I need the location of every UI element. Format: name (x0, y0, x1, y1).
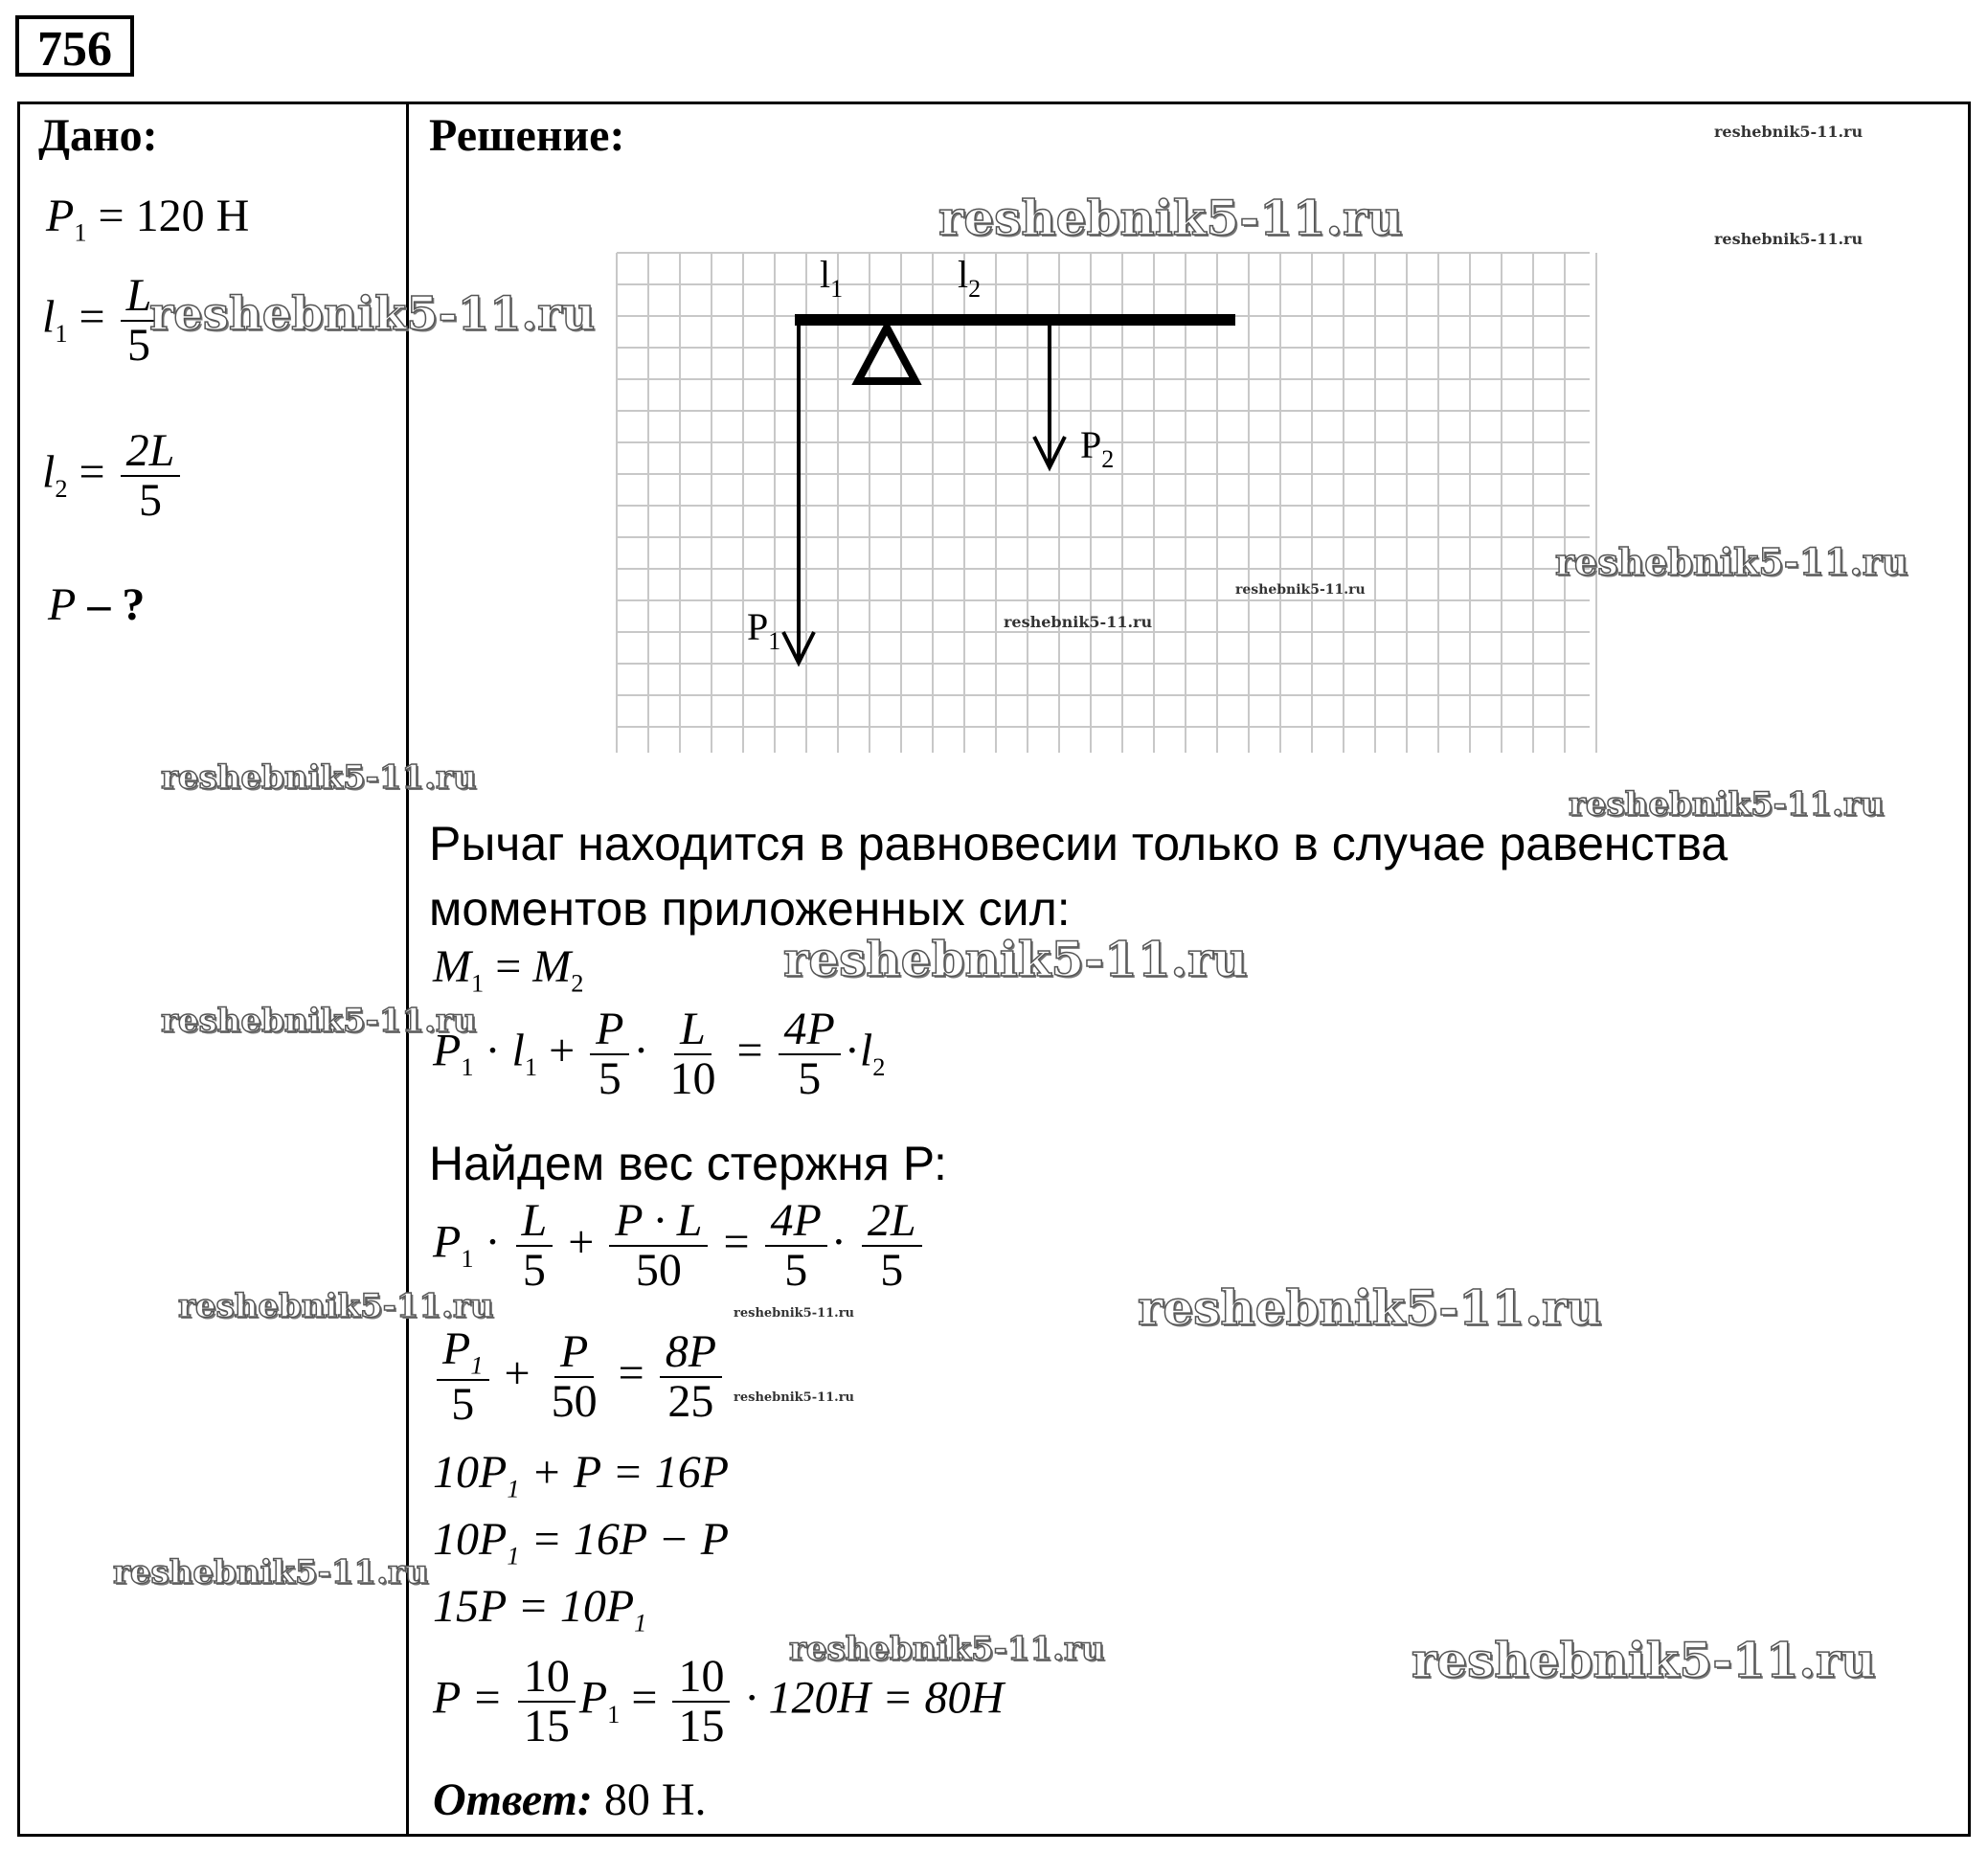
watermark: reshebnik5-11.ru (1412, 1632, 1876, 1688)
label-p2: $P_2$ (1080, 423, 1115, 473)
given-p1: $P_1 = 120$ Н (46, 191, 250, 247)
watermark-small: reshebnik5-11.ru (734, 1390, 855, 1405)
watermark-small: reshebnik5-11.ru (734, 1306, 855, 1321)
watermark: reshebnik5-11.ru (1555, 540, 1909, 583)
equation-moments: $M_1 = M_2$ (433, 941, 584, 998)
watermark: reshebnik5-11.ru (178, 1287, 494, 1325)
watermark: reshebnik5-11.ru (161, 758, 477, 797)
equation-7: P = $\frac{10}{15}$ $P_1$ = $\frac{10}{15}$ · 120H = 80H (433, 1651, 1005, 1752)
answer: Ответ: 80 Н. (433, 1774, 707, 1825)
watermark: reshebnik5-11.ru (113, 1553, 429, 1592)
fulcrum-icon (858, 328, 915, 381)
equation-2: $P_1$ · $\frac{L}{5}$ + $\frac{P \cdot L}{50}$ = $\frac{4P}{5}$ · $\frac{2L}{5}$ (433, 1197, 926, 1296)
equation-1: $P_1 \cdot l_1$ + $\frac{P}{5}$ · $\frac{L}{10}$ = $\frac{4P}{5}$ $\cdot l_2$ (433, 1004, 886, 1105)
equation-5: $10P_1 = 16P - P$ (433, 1514, 730, 1570)
watermark: reshebnik5-11.ru (783, 931, 1248, 987)
lever-diagram (613, 249, 1599, 785)
l2-fraction: $\frac{2L}{5}$ (121, 427, 181, 526)
l1-fraction: $\frac{L}{5}$ (121, 272, 158, 371)
solution-heading: Решение: (429, 110, 625, 161)
grid-lines (617, 253, 1596, 753)
label-p1: $P_1$ (747, 605, 781, 655)
solution-text-2: моментов приложенных сил: (429, 882, 1071, 936)
watermark: reshebnik5-11.ru (1569, 785, 1885, 824)
equation-4: $10P_1 + P = 16P$ (433, 1447, 730, 1503)
solution-text-1: Рычаг находится в равновесии только в случае равенства (429, 817, 1728, 870)
watermark: reshebnik5-11.ru (149, 287, 596, 341)
watermark-small: reshebnik5-11.ru (1714, 230, 1864, 248)
label-l1: $l_1$ (820, 253, 844, 303)
watermark-small: reshebnik5-11.ru (1004, 613, 1153, 631)
given-unknown: P – ? (48, 579, 146, 630)
given-heading: Дано: (38, 110, 158, 161)
watermark-small: reshebnik5-11.ru (1235, 582, 1366, 598)
equation-3: $\frac{P_1}{5}$ + $\frac{P}{50}$ = $\frac{8P}{25}$ (433, 1325, 726, 1430)
watermark: reshebnik5-11.ru (161, 1002, 477, 1040)
watermark: reshebnik5-11.ru (789, 1630, 1105, 1668)
watermark-small: reshebnik5-11.ru (1714, 123, 1864, 141)
watermark: reshebnik5-11.ru (938, 190, 1403, 246)
problem-number: 756 (15, 15, 134, 77)
equation-6: $15P = 10P_1$ (433, 1581, 647, 1638)
given-l1: $l_1$ = $\frac{L}{5}$ (42, 272, 161, 371)
given-l2: $l_2$ = $\frac{2L}{5}$ (42, 427, 184, 526)
watermark: reshebnik5-11.ru (1138, 1279, 1602, 1336)
solution-text-3: Найдем вес стержня Р: (429, 1137, 947, 1190)
label-l2: $l_2$ (958, 253, 982, 303)
